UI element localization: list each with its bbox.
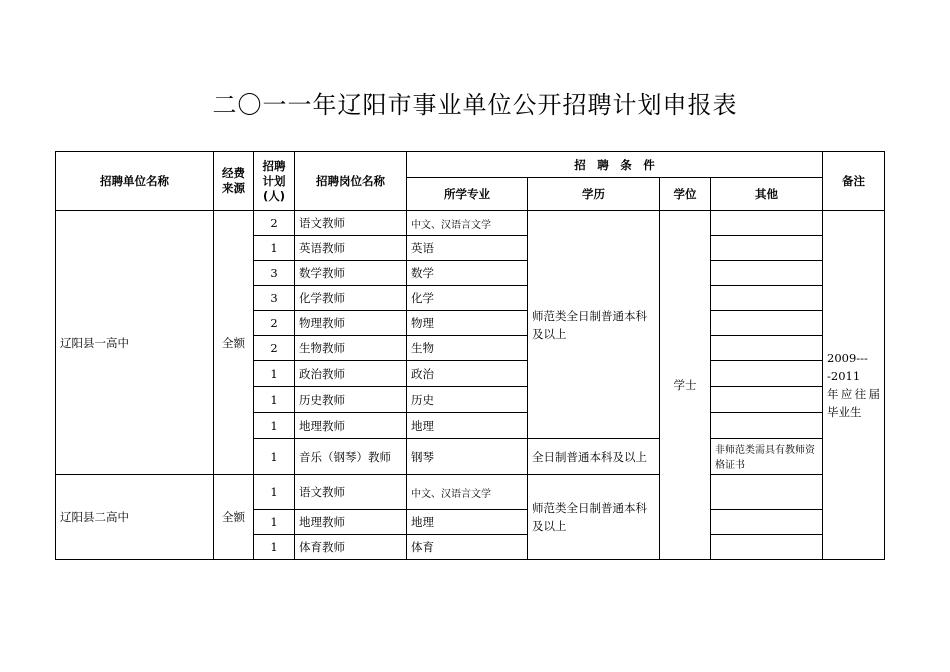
major: 中文、汉语言文学 — [407, 211, 528, 236]
funding-source: 全额 — [214, 475, 254, 560]
other-req — [711, 510, 823, 535]
header-position: 招聘岗位名称 — [295, 152, 407, 211]
major: 地理 — [407, 413, 528, 439]
table-row — [56, 211, 885, 236]
plan-count: 1 — [254, 535, 295, 560]
other-req — [711, 211, 823, 236]
position-name: 语文教师 — [295, 475, 407, 510]
education-req: 师范类全日制普通本科及以上 — [528, 475, 660, 560]
major: 政治 — [407, 361, 528, 387]
header-major: 所学专业 — [407, 178, 528, 211]
position-name: 音乐（钢琴）教师 — [295, 439, 407, 475]
position-name: 地理教师 — [295, 510, 407, 535]
header-funding-line2: 来源 — [222, 181, 245, 195]
header-conditions: 招 聘 条 件 — [407, 152, 823, 178]
position-name: 英语教师 — [295, 236, 407, 261]
major: 数学 — [407, 261, 528, 286]
major: 物理 — [407, 311, 528, 336]
other-req — [711, 413, 823, 439]
page-title: 二〇一一年辽阳市事业单位公开招聘计划申报表 — [212, 91, 738, 119]
unit-name: 辽阳县二高中 — [56, 475, 214, 560]
other-req — [711, 336, 823, 361]
major: 体育 — [407, 535, 528, 560]
other-req — [711, 286, 823, 311]
other-req — [711, 475, 823, 510]
plan-count: 1 — [254, 387, 295, 413]
other-req: 非师范类需具有教师资格证书 — [711, 439, 823, 475]
unit-name: 辽阳县一高中 — [56, 211, 214, 475]
plan-count: 1 — [254, 510, 295, 535]
major: 中文、汉语言文学 — [407, 475, 528, 510]
degree-req: 学士 — [660, 211, 711, 560]
major: 生物 — [407, 336, 528, 361]
header-plan — [254, 152, 295, 211]
major: 钢琴 — [407, 439, 528, 475]
education-req: 全日制普通本科及以上 — [528, 439, 660, 475]
plan-count: 3 — [254, 261, 295, 286]
header-unit: 招聘单位名称 — [56, 152, 214, 211]
position-name: 数学教师 — [295, 261, 407, 286]
position-name: 物理教师 — [295, 311, 407, 336]
other-req — [711, 361, 823, 387]
remark: 2009----2011 年应往届毕业生 — [823, 211, 885, 560]
position-name: 地理教师 — [295, 413, 407, 439]
header-plan-line2: 计划 — [262, 173, 286, 188]
other-req — [711, 535, 823, 560]
header-education: 学历 — [528, 178, 660, 211]
plan-count: 3 — [254, 286, 295, 311]
major: 英语 — [407, 236, 528, 261]
header-funding-line1: 经费 — [222, 166, 245, 180]
header-plan-line3: (人) — [262, 188, 285, 203]
table-row — [56, 475, 885, 510]
header-funding — [214, 152, 254, 211]
major: 地理 — [407, 510, 528, 535]
education-req: 师范类全日制普通本科及以上 — [528, 211, 660, 439]
header-degree: 学位 — [660, 178, 711, 211]
position-name: 生物教师 — [295, 336, 407, 361]
header-remark: 备注 — [823, 152, 885, 211]
funding-source: 全额 — [214, 211, 254, 475]
plan-count: 2 — [254, 311, 295, 336]
plan-count: 1 — [254, 236, 295, 261]
position-name: 体育教师 — [295, 535, 407, 560]
plan-count: 1 — [254, 413, 295, 439]
other-req — [711, 236, 823, 261]
header-plan-line1: 招聘 — [262, 158, 286, 173]
position-name: 语文教师 — [295, 211, 407, 236]
plan-count: 1 — [254, 475, 295, 510]
other-req — [711, 387, 823, 413]
plan-count: 1 — [254, 361, 295, 387]
other-req — [711, 311, 823, 336]
position-name: 政治教师 — [295, 361, 407, 387]
plan-count: 2 — [254, 211, 295, 236]
position-name: 历史教师 — [295, 387, 407, 413]
plan-count: 2 — [254, 336, 295, 361]
plan-count: 1 — [254, 439, 295, 475]
recruitment-plan-table — [55, 151, 885, 560]
major: 历史 — [407, 387, 528, 413]
header-other: 其他 — [711, 178, 823, 211]
position-name: 化学教师 — [295, 286, 407, 311]
major: 化学 — [407, 286, 528, 311]
other-req — [711, 261, 823, 286]
